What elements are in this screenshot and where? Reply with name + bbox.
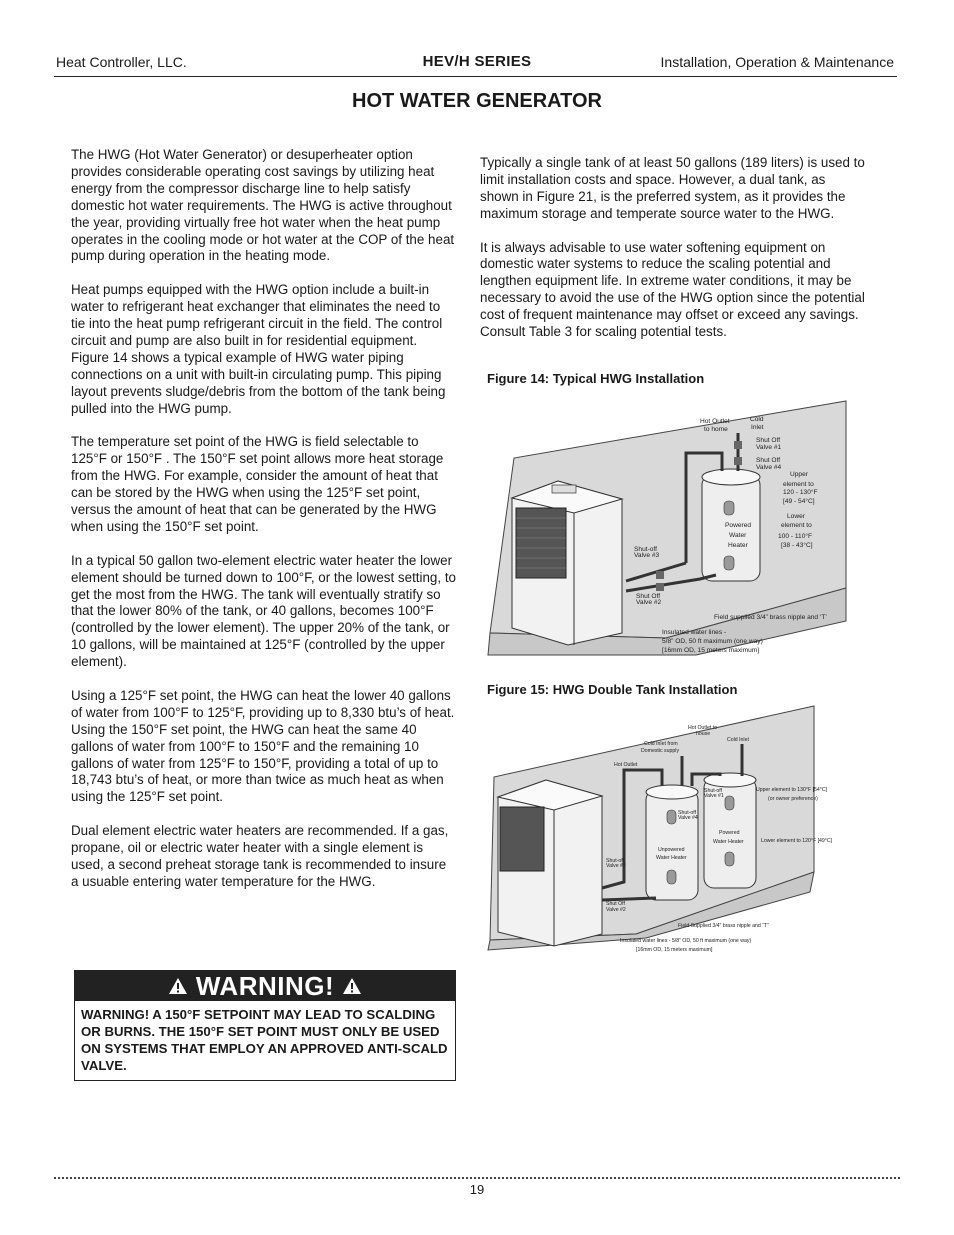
warning-heading: WARNING! [195, 970, 335, 1001]
page-title: HOT WATER GENERATOR [352, 90, 602, 112]
svg-text:Cold Inlet from: Cold Inlet from [644, 741, 678, 747]
page-number: 19 [469, 1182, 485, 1197]
hwg-installation-illustration [486, 393, 854, 661]
svg-text:Shut-off: Shut-off [634, 546, 657, 553]
svg-text:Valve #4: Valve #4 [756, 464, 782, 471]
paragraph: Using a 125°F set point, the HWG can heat the lower 40 gallons of water from 100°F to 125°F, providing up to 8,330 btu’s of heat. Using the 150°F set point, the HWG can heat the same 40 gallons of water from 100°F to 150°F and the remaining 10 gallons of water from 125°F to 150°F, providing a total of up to 18,743 btu’s of heat, or more than twice as much heat as when using the 125°F set point. [71, 687, 455, 805]
svg-text:Valve #3: Valve #3 [634, 552, 660, 559]
svg-text:Powered: Powered [725, 522, 752, 529]
paragraph: Dual element electric water heaters are recommended. If a gas, propane, oil or electric water heater with a single element is used, a second preheat storage tank is recommended to insure a usuable entering water temperature for the HWG. [71, 823, 449, 889]
paragraph: Typically a single tank of at least 50 gallons (189 liters) is used to limit installation costs and space. However, a dual tank, as shown in Figure 21, is the preferred system, as it provides the maximum storage and temperate source water to the HWG. [480, 155, 865, 221]
header-section: Installation, Operation & Maintenance [660, 54, 894, 70]
header-rule [54, 76, 897, 77]
svg-text:Shut-off: Shut-off [606, 858, 625, 864]
svg-text:Upper: Upper [790, 471, 808, 478]
valve-icon [656, 583, 664, 591]
svg-text:Upper element to 130°F [54°C]: Upper element to 130°F [54°C] [756, 787, 828, 793]
warning-box [74, 970, 456, 1081]
svg-text:Insulated water lines -: Insulated water lines - [662, 629, 727, 636]
paragraph: The temperature set point of the HWG is field selectable to 125°F or 150°F . The 150°F set point allows more heat storage from the HWG. For example, consider the amount of heat that can be stored by the HWG when using the 125°F set point, versus the amount of heat that can be generated by the HWG when using the 150°F set point. [71, 434, 444, 534]
hwg-double-tank-illustration [486, 702, 854, 960]
svg-text:5/8” OD, 50 ft maximum (one wa: 5/8” OD, 50 ft maximum (one way) [662, 638, 763, 645]
valve-icon [734, 457, 742, 465]
paragraph: In a typical 50 gallon two-element electric water heater the lower element should be turned down to 100°F, or the lowest setting, to get the most from the HWG. The tank will eventually stratify so that the lower 80% of the tank, or 40 gallons, becomes 100°F (controlled by the lower element). The upper 20% of the tank, or 10 gallons, will be maintained at 125°F (controlled by the upper element). [71, 552, 456, 670]
svg-text:Valve #1: Valve #1 [704, 793, 724, 799]
svg-text:Shut Off: Shut Off [636, 593, 661, 600]
svg-text:[16mm OD, 15 meters maximum]: [16mm OD, 15 meters maximum] [636, 947, 713, 953]
warning-header [75, 971, 455, 1001]
unit-grille [516, 508, 566, 578]
warning-text: WARNING! A 150°F SETPOINT MAY LEAD TO SCALDING OR BURNS. THE 150°F SET POINT MUST ONLY BE USED ON SYSTEMS THAT EMPLOY AN APPROVED ANTI-SCALD VALVE. [81, 1007, 448, 1073]
svg-text:100 - 110°F: 100 - 110°F [778, 533, 813, 540]
svg-text:Cold Inlet: Cold Inlet [727, 737, 749, 743]
figure-15-diagram [486, 702, 854, 960]
svg-text:120 - 130°F: 120 - 130°F [783, 489, 818, 496]
svg-text:Domestic supply: Domestic supply [641, 748, 680, 754]
header-series: HEV/H SERIES [422, 53, 532, 70]
svg-text:Valve #4: Valve #4 [678, 815, 698, 821]
svg-text:Water: Water [729, 532, 747, 539]
svg-text:Field Supplied 3/4” brass nipp: Field Supplied 3/4” brass nipple and “T” [678, 923, 769, 929]
svg-text:Valve #1: Valve #1 [756, 444, 782, 451]
figure-14-diagram [486, 393, 854, 661]
lower-element-icon [724, 556, 734, 570]
svg-text:Field supplied 3/4” brass nipp: Field supplied 3/4” brass nipple and ‘T’ [714, 614, 827, 621]
figure-14-caption: Figure 14: Typical HWG Installation [487, 371, 705, 386]
svg-text:Shut-off: Shut-off [704, 788, 723, 794]
svg-text:house: house [696, 731, 711, 737]
svg-text:Water Heater: Water Heater [713, 839, 744, 845]
svg-text:Heater: Heater [728, 542, 748, 549]
svg-text:Shut Off: Shut Off [756, 457, 781, 464]
footer-rule [54, 1177, 900, 1179]
svg-text:element to: element to [783, 481, 814, 488]
svg-text:Powered: Powered [719, 830, 740, 836]
svg-text:Hot Outlet: Hot Outlet [700, 418, 730, 425]
svg-text:Shut Off: Shut Off [606, 901, 625, 907]
svg-text:Lower: Lower [787, 513, 805, 520]
warning-triangle-icon [168, 977, 188, 995]
paragraph: Heat pumps equipped with the HWG option include a built-in water to refrigerant heat exchanger that eliminates the need to tie into the heat pump refrigerant circuit in the field. The control circuit and pump are also built in for residential equipment. Figure 14 shows a typical example of HWG water piping connections on a unit with built-in circulating pump. This piping layout prevents sludge/debris from the bottom of the tank being pulled into the HWG pump. [71, 282, 446, 416]
svg-text:element to: element to [781, 522, 812, 529]
svg-text:Hot Outlet to: Hot Outlet to [688, 725, 718, 731]
svg-text:Water Heater: Water Heater [656, 855, 687, 861]
svg-text:(or owner preference): (or owner preference) [768, 796, 818, 802]
paragraph: The HWG (Hot Water Generator) or desuperheater option provides considerable operating cost savings by utilizing heat energy from the compressor discharge line to help satisfy domestic hot water requirements. The HWG is active throughout the year, providing virtually free hot water when the heat pump operates in the cooling mode or hot water at the COP of the heat pump during operation in the heating mode. [71, 147, 455, 264]
figure-15-caption: Figure 15: HWG Double Tank Installation [487, 682, 738, 697]
svg-text:Shut Off: Shut Off [756, 437, 781, 444]
svg-text:Valve #2: Valve #2 [606, 907, 626, 913]
svg-text:to home: to home [704, 426, 728, 433]
upper-element-icon [724, 501, 734, 515]
svg-text:Cold: Cold [750, 416, 764, 423]
paragraph: It is always advisable to use water softening equipment on domestic water systems to reduce the scaling potential and lengthen equipment life. In extreme water conditions, it may be necessary to avoid the use of the HWG option since the potential cost of frequent maintenance may offset or exceed any savings. Consult Table 3 for scaling potential tests. [480, 239, 865, 340]
left-column [71, 147, 456, 908]
svg-text:Lower element to 120°F [49°C]: Lower element to 120°F [49°C] [761, 838, 833, 844]
svg-text:Inlet: Inlet [751, 424, 764, 431]
svg-text:Valve #3: Valve #3 [606, 863, 626, 869]
svg-text:Insulated water lines - 5/8” O: Insulated water lines - 5/8” OD, 50 ft maximum (one way) [620, 938, 752, 944]
svg-text:Unpowered: Unpowered [658, 847, 685, 853]
right-column [480, 155, 865, 358]
svg-text:Valve #2: Valve #2 [636, 599, 662, 606]
svg-text:[49 - 54°C]: [49 - 54°C] [783, 498, 815, 505]
warning-triangle-icon [342, 977, 362, 995]
valve-icon [656, 571, 664, 579]
header-company: Heat Controller, LLC. [56, 54, 187, 70]
svg-text:[16mm OD, 15 meters maximum]: [16mm OD, 15 meters maximum] [662, 647, 760, 654]
valve-icon [734, 441, 742, 449]
svg-text:Shut-off: Shut-off [678, 810, 697, 816]
unit-grille [500, 807, 544, 871]
svg-text:[38 - 43°C]: [38 - 43°C] [781, 542, 813, 549]
svg-text:Hot Outlet: Hot Outlet [614, 762, 638, 768]
